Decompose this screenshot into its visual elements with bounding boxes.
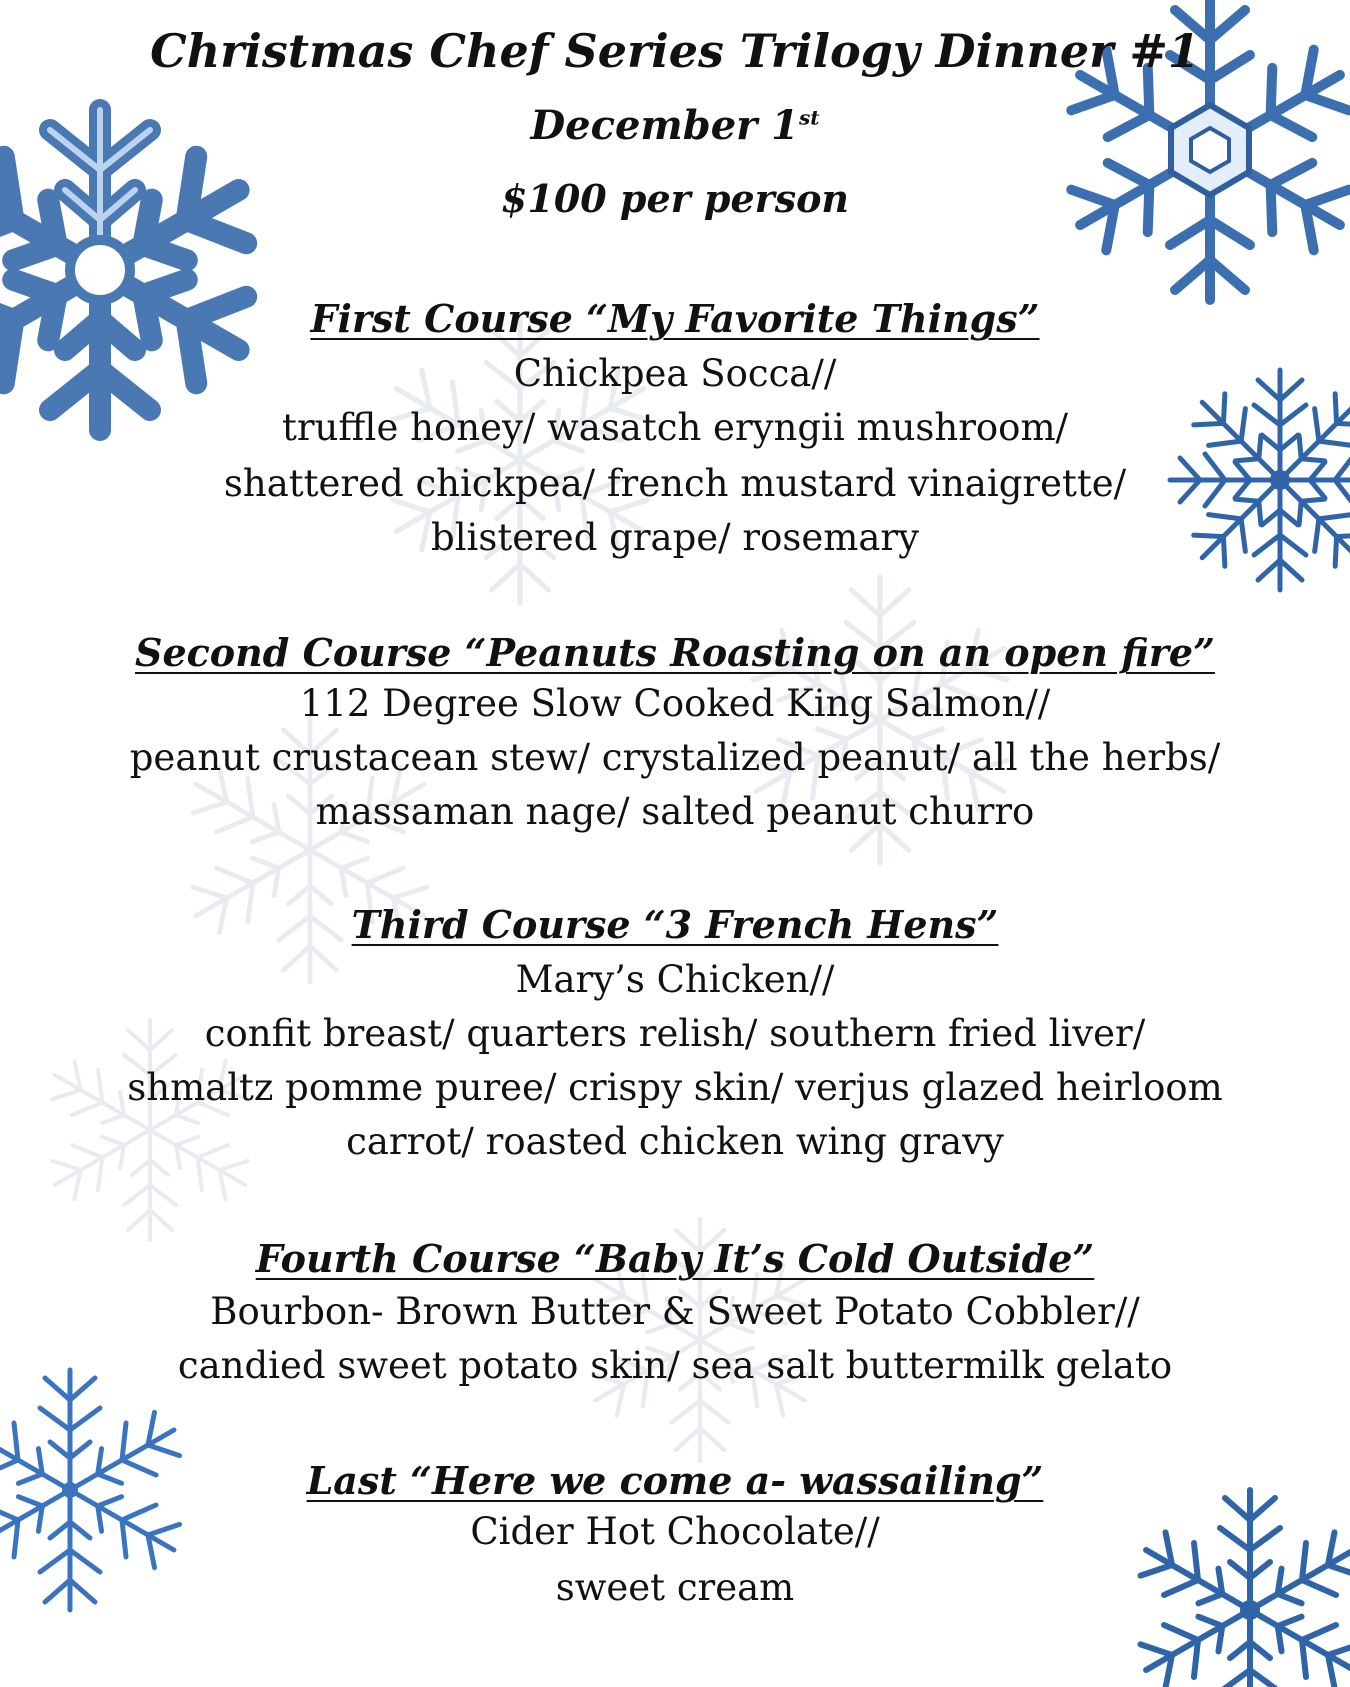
course-line: Mary’s Chicken// xyxy=(515,958,835,1001)
course-line: candied sweet potato skin/ sea salt buttermilk gelato xyxy=(177,1344,1173,1387)
course-line: massaman nage/ salted peanut churro xyxy=(315,790,1035,833)
background-snowflake-icon xyxy=(360,300,680,620)
course-line: carrot/ roasted chicken wing gravy xyxy=(346,1120,1004,1163)
course-title-last: Last “Here we come a- wassailing” xyxy=(306,1458,1044,1503)
course-title-first: First Course “My Favorite Things” xyxy=(310,296,1040,341)
course-line: sweet cream xyxy=(555,1566,795,1609)
course-line: shmaltz pomme puree/ crispy skin/ verjus glazed heirloom xyxy=(127,1066,1223,1109)
page-title: Christmas Chef Series Trilogy Dinner #1 xyxy=(150,24,1200,78)
course-line: confit breast/ quarters relish/ southern fried liver/ xyxy=(204,1012,1146,1055)
course-line: shattered chickpea/ french mustard vinaigrette/ xyxy=(223,462,1127,505)
course-line: truffle honey/ wasatch eryngii mushroom/ xyxy=(281,406,1069,449)
course-title-fourth: Fourth Course “Baby It’s Cold Outside” xyxy=(255,1236,1095,1281)
course-line: blistered grape/ rosemary xyxy=(431,516,919,559)
course-title-third: Third Course “3 French Hens” xyxy=(351,902,999,947)
course-line: Chickpea Socca// xyxy=(513,352,837,395)
event-date-suffix: st xyxy=(799,105,820,130)
course-title-second: Second Course “Peanuts Roasting on an open fire” xyxy=(135,630,1215,675)
event-price: $100 per person xyxy=(500,176,850,221)
course-line: 112 Degree Slow Cooked King Salmon// xyxy=(299,682,1051,725)
course-line: Bourbon- Brown Butter & Sweet Potato Cobbler// xyxy=(210,1290,1140,1333)
course-line: peanut crustacean stew/ crystalized peanut/ all the herbs/ xyxy=(129,736,1221,779)
event-date-text: December 1 xyxy=(530,102,799,149)
course-line: Cider Hot Chocolate// xyxy=(470,1510,880,1553)
event-date xyxy=(100,102,1250,149)
